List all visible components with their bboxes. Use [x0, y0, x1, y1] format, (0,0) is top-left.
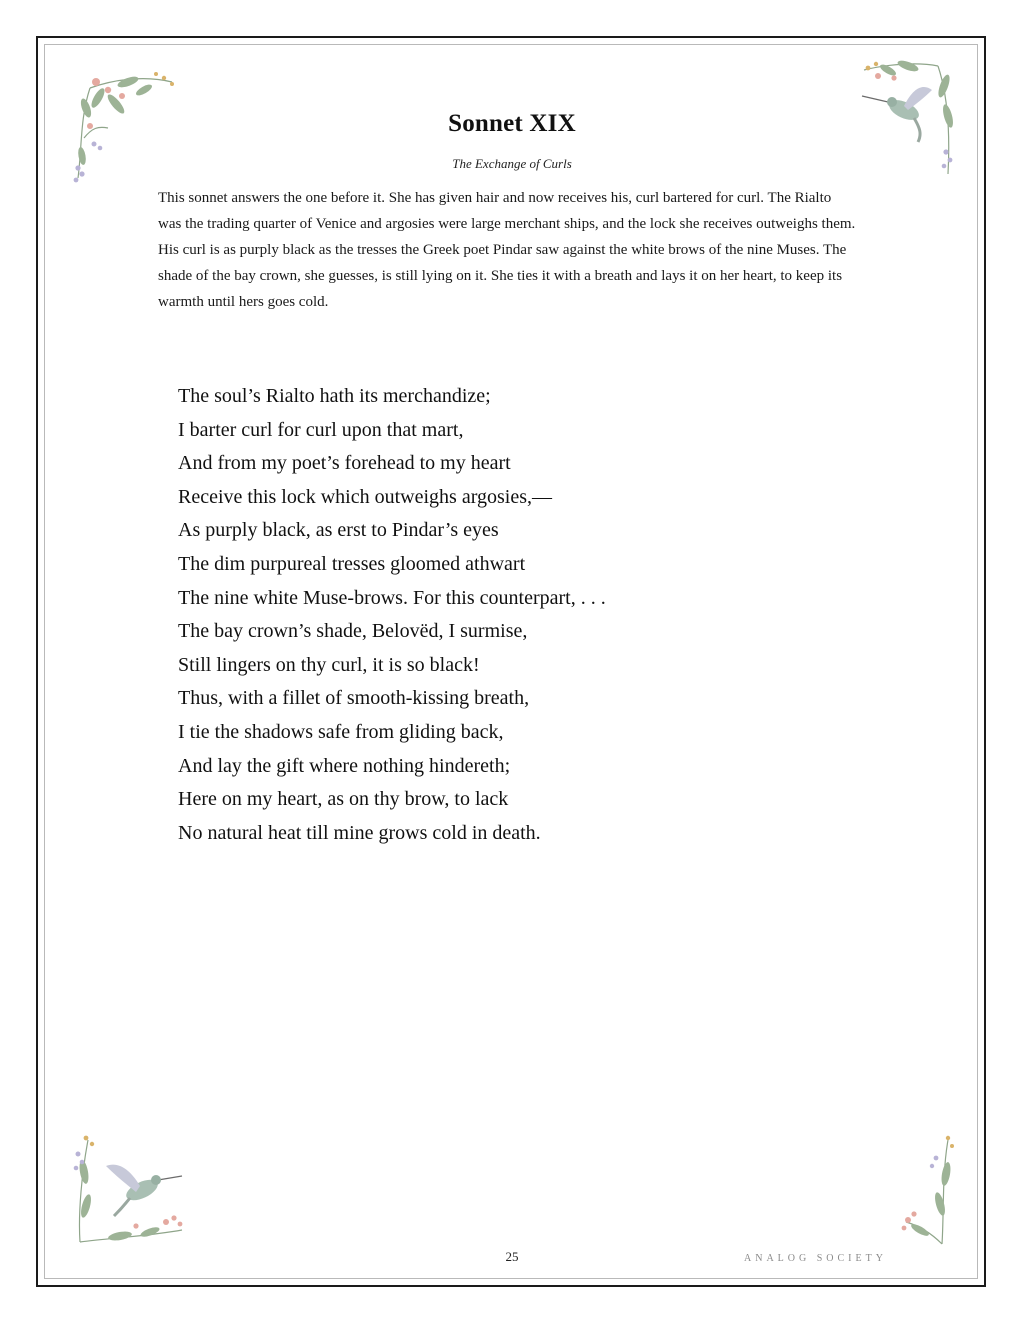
page-subtitle: The Exchange of Curls [452, 156, 572, 171]
poem-line: The soul’s Rialto hath its merchandize; [178, 385, 491, 407]
poem-line: The dim purpureal tresses gloomed athwart [178, 552, 526, 575]
footer-brand: ANALOG SOCIETY [744, 1253, 887, 1264]
floral-sprig-icon [898, 1134, 958, 1246]
poem-line: I tie the shadows safe from gliding back, [178, 720, 504, 743]
poem-line: Here on my heart, as on thy brow, to lack [178, 788, 509, 811]
poem-text [178, 380, 878, 850]
poem-line: Receive this lock which outweighs argosies,— [178, 485, 553, 508]
poem-line: Still lingers on thy curl, it is so black! [178, 653, 480, 676]
poem-line: And lay the gift where nothing hindereth; [178, 754, 511, 777]
poem-line: The nine white Muse-brows. For this counterpart, . . . [178, 586, 606, 609]
hummingbird-floral-icon [70, 1132, 190, 1248]
intro-paragraph: This sonnet answers the one before it. She has given hair and now receives his, curl bartered for curl. The Rialto was the trading quarter of Venice and argosies were large merchant ships, and the lock she receives outweighs them. His curl is as purply black as the tresses the Greek poet Pindar saw against the white brows of the nine Muses. The shade of the bay crown, she guesses, is still lying on it. She ties it with a breath and lays it on her heart, to keep its warmth until hers goes cold. [158, 190, 856, 310]
poem-line: The bay crown’s shade, Belovëd, I surmise, [178, 620, 528, 643]
poem-line: I barter curl for curl upon that mart, [178, 418, 464, 441]
poem-line: No natural heat till mine grows cold in death. [178, 821, 541, 844]
poem-line: As purply black, as erst to Pindar’s eyes [178, 519, 499, 542]
page-title: Sonnet XIX [448, 110, 576, 137]
poem-line: Thus, with a fillet of smooth-kissing breath, [178, 687, 530, 710]
page-number: 25 [505, 1249, 519, 1264]
poem-line: And from my poet’s forehead to my heart [178, 452, 511, 475]
